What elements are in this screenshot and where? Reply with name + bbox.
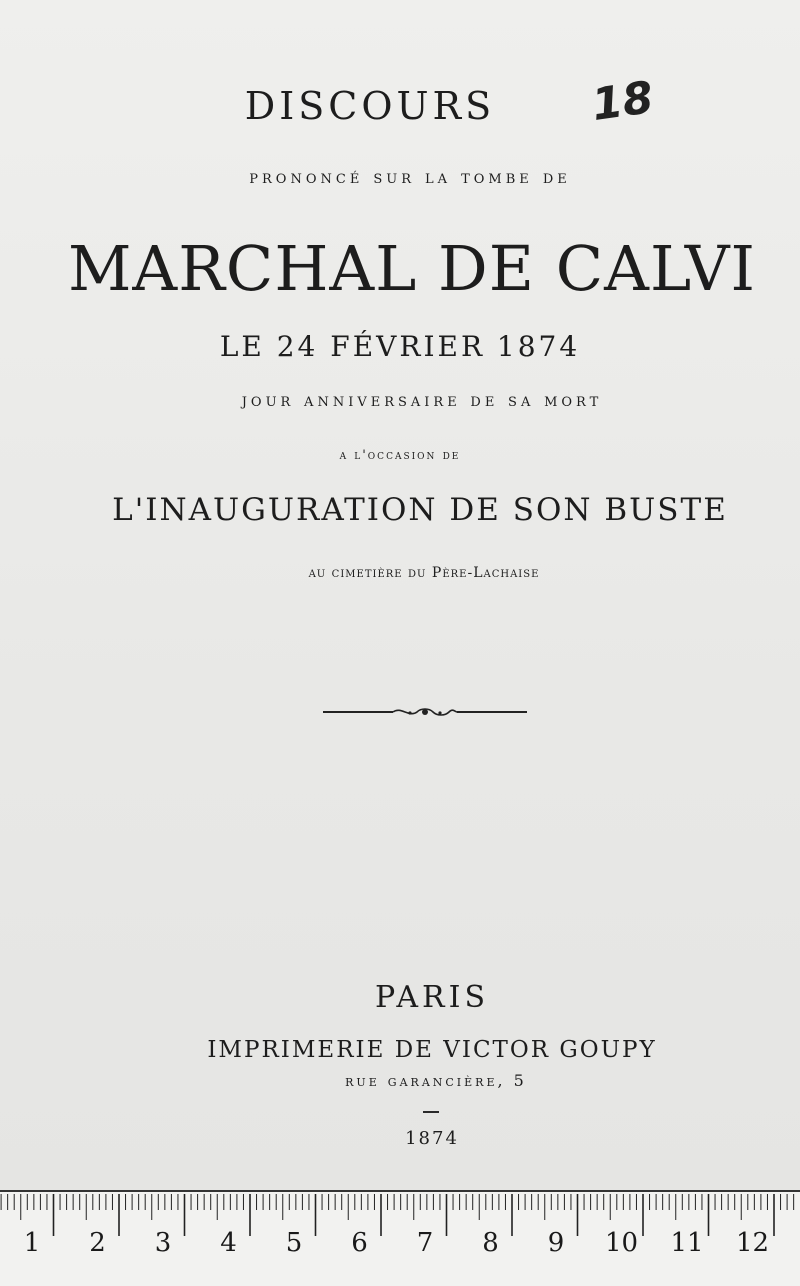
- ruler-label: 3: [154, 1228, 172, 1258]
- ruler-label: 9: [547, 1228, 565, 1258]
- ruler-label: 2: [89, 1228, 106, 1258]
- imprint-address: rue garancière, 5: [345, 1071, 527, 1090]
- heading-discours: DISCOURS: [244, 84, 496, 128]
- ruler-label: 4: [220, 1228, 237, 1258]
- imprint-dash: [423, 1111, 439, 1113]
- measuring-ruler: [0, 1190, 800, 1286]
- subtitle-prononce: prononcé sur la tombe de: [249, 166, 571, 188]
- ornament-divider: [323, 704, 527, 720]
- cemetery-line: au cimetière du Père-Lachaise: [308, 565, 540, 581]
- ruler-label: 5: [285, 1228, 303, 1258]
- date-line: LE 24 FÉVRIER 1874: [219, 330, 581, 363]
- ruler-label: 8: [482, 1228, 499, 1258]
- ruler-label: 6: [351, 1228, 368, 1258]
- ruler-label: 12: [735, 1228, 770, 1258]
- person-name: MARCHAL DE CALVI: [67, 232, 757, 305]
- imprint-year: 1874: [405, 1128, 459, 1149]
- handwritten-number: 18: [588, 71, 657, 132]
- ruler-label: 7: [416, 1228, 434, 1258]
- ruler-label: 10: [604, 1228, 639, 1258]
- imprint-city: PARIS: [374, 980, 490, 1015]
- ruler-label: 11: [670, 1228, 704, 1258]
- occasion-line: a l'occasion de: [339, 448, 461, 463]
- imprint-printer: IMPRIMERIE DE VICTOR GOUPY: [207, 1037, 657, 1063]
- anniversary-line: jour anniversaire de sa mort: [241, 390, 603, 411]
- ruler-label: 1: [23, 1228, 41, 1258]
- inauguration-line: L'INAUGURATION DE SON BUSTE: [112, 492, 728, 528]
